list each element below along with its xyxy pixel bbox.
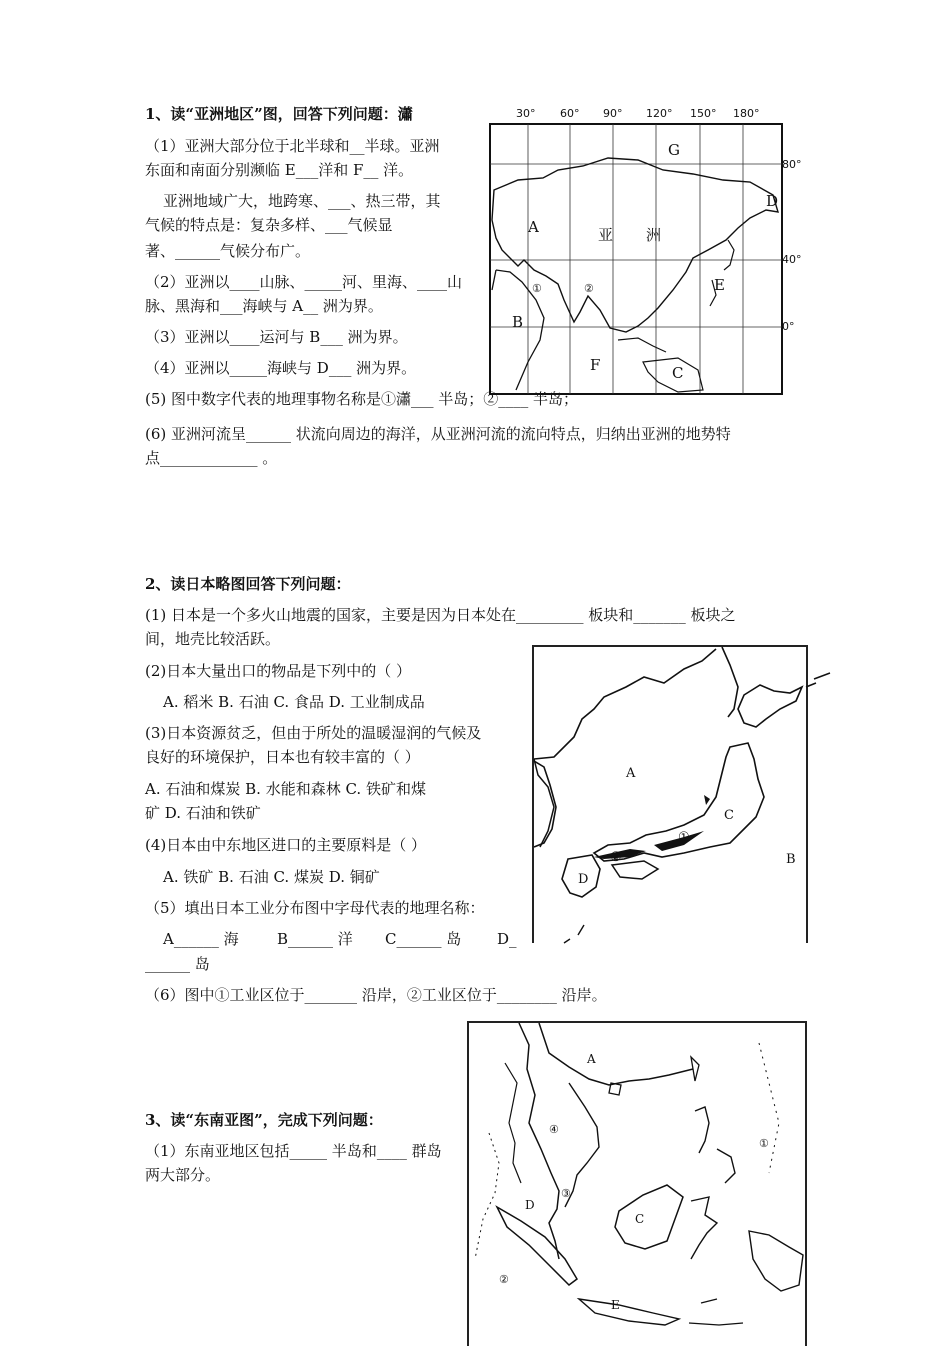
asia-map-drawing <box>488 100 802 400</box>
q1-text: 点_____________ 。 <box>145 449 278 467</box>
map-marker-4: ④ <box>549 1123 559 1136</box>
japan-map-drawing <box>534 647 806 943</box>
q2-text: 良好的环境保护，日本也有较丰富的（ ） <box>145 748 420 766</box>
southeast-asia-map <box>467 1021 807 1346</box>
q1-text: (6) 亚洲河流呈______ 状流向周边的海洋，从亚洲河流的流向特点，归纳出亚洲的地势特 <box>145 425 731 443</box>
lon-label: 30° <box>516 107 536 120</box>
lon-label: 90° <box>603 107 623 120</box>
q2-blank: A______ 海 <box>163 930 239 948</box>
q1-text: 著、______气候分布广。 <box>145 242 311 260</box>
lat-label: 0° <box>782 320 795 333</box>
q1-text: 气候的特点是：复杂多样、___气候显 <box>145 216 393 234</box>
q2-options: A. 稻米 B. 石油 C. 食品 D. 工业制成品 <box>163 693 425 711</box>
q2-text: (1) 日本是一个多火山地震的国家，主要是因为日本处在_________ 板块和_______ 板块之 <box>145 606 736 624</box>
q2-blank: ______ 岛 <box>145 955 210 973</box>
map-marker-3: ③ <box>561 1187 571 1200</box>
asia-map <box>488 100 802 400</box>
map-letter-e: E <box>714 276 725 294</box>
q2-text: （5）填出日本工业分布图中字母代表的地理名称： <box>145 899 485 917</box>
q3-text: （1）东南亚地区包括_____ 半岛和____ 群岛 <box>145 1142 442 1160</box>
map-letter-g: G <box>668 141 680 159</box>
q2-text: (3)日本资源贫乏，但由于所处的温暖湿润的气候及 <box>145 724 482 742</box>
map-marker-2: ② <box>499 1273 509 1286</box>
q1-text: （3）亚洲以____运河与 B___ 洲为界。 <box>145 328 408 346</box>
map-marker-1: ① <box>678 830 690 845</box>
q2-blank: C______ 岛 <box>385 930 462 948</box>
q2-blank: B______ 洋 <box>277 930 353 948</box>
q1-text: （1）亚洲大部分位于北半球和__半球。亚洲 <box>145 137 440 155</box>
q1-text: （4）亚洲以_____海峡与 D___ 洲为界。 <box>145 359 417 377</box>
map-letter-b: B <box>512 313 524 331</box>
map-letter-f: F <box>590 356 601 374</box>
q2-text: (4)日本由中东地区进口的主要原料是（ ） <box>145 836 427 854</box>
q2-options: 矿 D. 石油和铁矿 <box>145 804 261 822</box>
map-letter-c: C <box>724 808 734 823</box>
map-letter-b: B <box>786 852 796 867</box>
map-marker-2: ② <box>584 282 594 295</box>
southeast-asia-map-drawing <box>469 1023 805 1346</box>
lat-label: 80° <box>782 158 802 171</box>
q3-title: 3、读“东南亚图”，完成下列问题： <box>145 1111 383 1129</box>
lon-label: 180° <box>733 107 760 120</box>
map-marker-1: ① <box>759 1137 769 1150</box>
q1-title: 1、读“亚洲地区”图，回答下列问题：瀟 <box>145 105 413 123</box>
map-letter-a: A <box>626 766 636 781</box>
map-letter-d: D <box>525 1198 535 1212</box>
lat-label: 40° <box>782 253 802 266</box>
q2-text: 间，地壳比较活跃。 <box>145 630 281 648</box>
q2-options: A. 石油和煤炭 B. 水能和森林 C. 铁矿和煤 <box>145 780 426 798</box>
map-marker-2: ② <box>610 850 622 865</box>
map-letter-d: D <box>578 872 589 887</box>
map-letter-a: A <box>528 218 539 236</box>
map-label-zhou: 洲 <box>646 226 662 244</box>
lon-label: 150° <box>690 107 717 120</box>
lon-label: 120° <box>646 107 673 120</box>
q1-text: （2）亚洲以____山脉、_____河、里海、____山 <box>145 273 463 291</box>
q2-text: （6）图中①工业区位于_______ 沿岸，②工业区位于________ 沿岸。 <box>145 986 607 1004</box>
map-letter-c: C <box>672 364 684 382</box>
q2-title: 2、读日本略图回答下列问题： <box>145 575 351 593</box>
map-letter-c: C <box>635 1212 645 1226</box>
lon-label: 60° <box>560 107 580 120</box>
map-marker-1: ① <box>532 282 542 295</box>
map-letter-d: D <box>766 192 779 210</box>
q2-text: (2)日本大量出口的物品是下列中的（ ） <box>145 662 412 680</box>
q3-text: 两大部分。 <box>145 1166 221 1184</box>
map-letter-e: E <box>611 1298 620 1312</box>
q1-text: 脉、黑海和___海峡与 A__ 洲为界。 <box>145 297 383 315</box>
map-label-ya: 亚 <box>598 226 614 244</box>
q1-text: (5) 图中数字代表的地理事物名称是①瀟___ 半岛；②____ 半岛； <box>145 390 579 408</box>
q1-text: 亚洲地域广大，地跨寒、___、热三带，其 <box>163 192 441 210</box>
japan-map <box>532 645 808 943</box>
map-letter-a: A <box>587 1052 596 1066</box>
q2-blank: D_ <box>497 930 517 948</box>
q2-options: A. 铁矿 B. 石油 C. 煤炭 D. 铜矿 <box>163 868 380 886</box>
q1-text: 东面和南面分别濒临 E___洋和 F__ 洋。 <box>145 161 414 179</box>
